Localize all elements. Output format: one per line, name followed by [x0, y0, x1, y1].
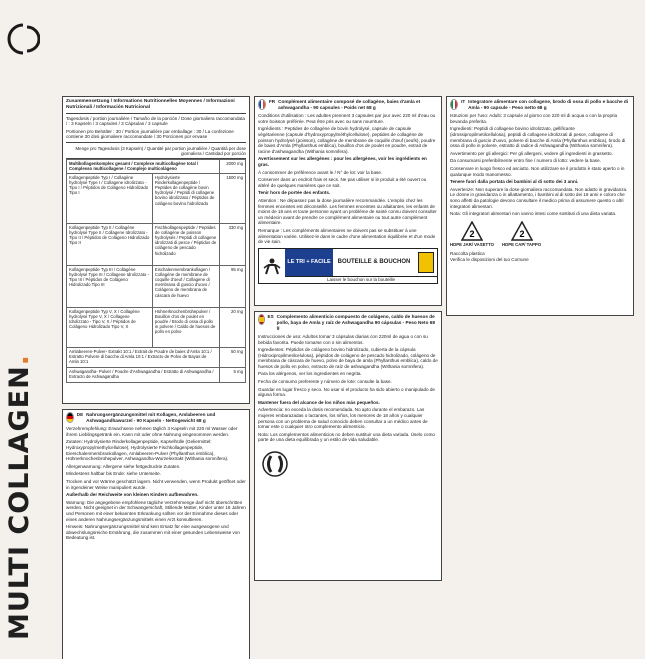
de-p6: Außerhalb der Reichweite von kleinen Kindern aufbewahren.: [66, 492, 199, 498]
de-code: DE: [76, 412, 84, 417]
es-title: Complemento alimenticio compuesto de colágeno, caldo de huesos de pollo, baya de Amla y raíz de Ashwagandha 90 cápsulas - Peso Neto 68 g: [276, 314, 435, 331]
nutrition-label: Amlabeeren-Pulver- Extrakt 10:1 / Extrait de Poudre de baies d'Amla 10:1 / Estratto Polvere di bacche di Amla 10:1 / Extracto de Polvo de Bayas de Amla 10:1: [67, 347, 220, 367]
es-p8: Nota: Los complementos alimenticios no deben sustituir una dieta variada. Úselo como parte de una dieta equilibrada y un estilo de vida saludable.: [258, 431, 435, 443]
svg-text:2: 2: [519, 228, 525, 239]
fr-p4: À consommer de préférence avant le / N° de lot: voir la base.: [258, 169, 383, 175]
nutrition-row: [67, 173, 246, 223]
nutrition-value: 330 mg: [220, 223, 246, 265]
daily-portion: Tagesdosis / portion journalière / Tamaño de la porción / Dose giornaliera raccomandata / : 3 Kapseln / 3 capsules / 3 Cápsulas / 3 capsule: [66, 115, 245, 127]
it-collect-1: Raccolta plastica: [450, 251, 485, 257]
fr-p7: Attention : Ne dépassez pas la dose journalière recommandée. L'emploi chez les femmes enceintes est déconseillé. Les femmes enceintes ou allaitantes, les enfants de moins de 18 ans et toute personne ayant un problème de santé connu doivent consulter un médecin avant de prendre ce complément alimentaire ou tout autre complément alimentaire.: [258, 198, 437, 226]
triman-item: BOUTEILLE & BOUCHON: [337, 258, 411, 265]
de-section: [62, 409, 250, 659]
it-header: [450, 99, 630, 110]
es-p2: Ingredientes: Péptidos de colágeno bovino hidrolizado, cubierta de la cápsula (Hidroxipropilmetilcelulosa), péptidos de colágeno de pescado hidrolizado, colágeno de membrana de cáscara de huevo, polvo de baya de amla (Phyllanthus emblica), caldo de huesos de pollo en polvo, extracto de raíz de ashwagandha (Withania somnifera).: [258, 347, 438, 369]
de-p5: Trocken und vor Wärme geschützt lagern. Nicht verwenden, wenn Produkt geöffnet oder in irgendeiner Weise manipuliert wurde.: [66, 479, 246, 490]
nutrition-rows: [66, 159, 246, 383]
svg-text:2: 2: [469, 228, 475, 239]
it-p8: Nota: Gli integratori alimentari non vanno intesi come sostituti di una dieta variata.: [450, 211, 617, 217]
fr-header: [258, 99, 438, 110]
germany-flag-icon: [66, 412, 74, 423]
portions-per-pack: Portionen pro Behälter : 30 / Portion journalière par emballage : 30 / La confezione contiene 30 dosi giornaliere raccomandate / 30 Porciones por envase: [66, 129, 246, 143]
fr-p1: Conditions d'utilisation : Les adultes prennent 3 capsules par jour avec 220 ml d'eau ou votre boisson préférée. Peut être pris avec ou sans nourriture.: [258, 113, 436, 124]
fr-p5: Conserver dans un endroit frais et secs. Ne pas utiliser si le produit a été ouvert ou altéré de quelques manières que ce soit.: [258, 177, 427, 188]
fr-title: Complément alimentaire composé de collagène, baies d'amla et ashwagandha - 90 capsules - Poids net 68 g: [278, 99, 421, 110]
de-p1: Verzehrempfehlung: Erwachsene nehmen täglich 3 Kapseln mit 220 ml Wasser oder ihrem Lieblingsgetränk ein. Kann mit oder ohne Nahrung eingenommen werden.: [66, 426, 238, 437]
de-header: [66, 412, 246, 423]
es-p6: Mantener fuera del alcance de los niños más pequeños.: [258, 399, 380, 405]
it-p2: Ingredienti: Peptidi di collagene bovino idrolizzato, gellificante (idrossipropilmetilcellulosa), peptidi di collagene idrolizzati di pesce, collagene di membrana di guscio d'uovo, polvere di bacche di Amla (Phyllanthus emblica), brodo di ossa di pollo in polvere, estratto di radice di Ashwagandha (Withania somnifera).: [450, 126, 626, 149]
hdpe-jar-recycle: 2 HDPE JAR/ VASETTO: [450, 221, 494, 247]
de-p7: Warnung: Die angegebene empfohlene tägliche Verzehrmenge darf nicht überschritten werden. Nicht geeignet in der Schwangerschaft, Stillende Mütter, Kinder unter 18 Jahren und Personen mit einer bekannten Erkrankung sollten vor der Einnahme dieses oder eines anderen Nahrungsergänzungsmittels einen Arzt konsultieren.: [66, 499, 246, 522]
nutrition-row: [67, 307, 246, 347]
hdpe-cap-recycle: 2 HDPE CAP/ TAPPO: [502, 221, 541, 247]
it-p5: Conservare in luogo fresco ed asciutto. Non utilizzare se il prodotto è stato aperto o in qualunque modo manomesso.: [450, 166, 625, 177]
nutrition-source: Hühnerknochenbrühepulver / Bouillon d'os de poulet en poudre / Brodo di ossa di pollo in polvere / Caldo de huesos de pollo en polvo: [152, 307, 219, 347]
nutrition-source: Hydrolysierte Rinderkollagenpeptide / Peptides de collagène bovin hydrolysé / Peptidi di collagene bovino idrolizzato / Péptidos de colágeno bovino hidrolizado: [152, 173, 219, 223]
triman-caption: Laisser le bouchon sur la bouteille: [285, 276, 437, 282]
it-collect-2: Verifica le disposizioni del tuo Comune: [450, 256, 529, 262]
es-p5: Guardar en lugar fresco y seco. No usar si el producto ha sido abierto o manipulado de alguna forma.: [258, 386, 435, 398]
fr-code: FR: [268, 99, 276, 104]
nutrition-value: 95 mg: [220, 265, 246, 307]
nutrition-value: 50 mg: [220, 347, 246, 367]
nutrition-row: [67, 367, 246, 382]
nutrition-source: Eischalenmembrankollagen / Collagène de membrane de coquille d'oeuf / Collagene di membrana di guscio d'uovo / Colágeno de membrana de cáscara de huevo: [152, 265, 219, 307]
nutrition-row: [67, 223, 246, 265]
it-code: IT: [461, 99, 466, 104]
es-p7: Advertencia: no exceda la dosis recomendada. No apto durante el embarazo. Las mujeres embarazadas o lactantes, los niños, los menores de 18 años y cualquier persona con un problema de salud conocido deben consultar a un médico antes de tomar este o cualquier otro complemento alimenticio.: [258, 407, 428, 430]
fr-p8: Remarque : Les compléments alimentaires ne doivent pas se substituer à une alimentation variée. Utilisez-le dans le cadre d'une alimentation équilibrée et d'un mode de vie sain.: [258, 227, 436, 245]
triman-recycle-label: [258, 248, 438, 284]
green-dot-icon: [262, 451, 288, 477]
triman-icon: [259, 249, 285, 283]
column-nutrition: [62, 96, 250, 659]
it-p6: Tenere fuori dalla portata dei bambini al di sotto dei 3 anni.: [450, 179, 579, 185]
fr-p3: Avertissement sur les allergènes : pour les allergènes, voir les ingrédients en gras.: [258, 156, 427, 168]
yellow-bin-icon: [418, 252, 434, 274]
it-p7: Avvertenze: Non superare la dose giornaliera raccomandata. Non adatto in gravidanza. Le donne in gravidanza o in allattamento, i bambini al di sotto dei 18 anni e coloro che sono affetti da patologie devono consultare il medico prima di assumere questo o altri integratori alimentari.: [450, 186, 628, 209]
nutrition-row: [67, 265, 246, 307]
column-it: [446, 96, 634, 316]
triman-badge: LE TRI + FACILE: [285, 249, 333, 277]
nutrition-heading: Zusammensetzung / Informations Nutritionnelles Moyennes / Informazioni Nutrizionali / Información Nutricional: [66, 99, 246, 114]
nutrition-label: Kollagenpeptide Typ III / Collagène hydrolysé Type III / Collagene Idrolizzato - Tipo III / Péptidos de Colágeno Hidrolizado Tipo III: [67, 265, 153, 307]
it-section: [446, 96, 634, 316]
es-p4: Fecha de consumo preferente y número de lote: consulte la base.: [258, 379, 392, 385]
de-p3: Allergenwarnung: Allergene siehe fettgedruckte Zutaten.: [66, 463, 181, 469]
de-p8: Hinweis: Nahrungsergänzungsmittel sind kein Ersatz für eine ausgewogene und abwechslungsreiche Ernährung, die zusammen mit einer gesunden Lebensweise von Bedeutung ist.: [66, 524, 240, 541]
it-p1: Istruzioni per l'uso: Adulti: 3 capsule al giorno con 220 ml di acqua o con la propria bevanda preferita.: [450, 113, 618, 124]
nutrition-label: Kollagenpeptide Typ II / Collagène hydrolysé Type II / Collagene Idrolizzato - Tipo II / Péptidos de Colágeno Hidrolizado Tipo II: [67, 223, 153, 265]
it-title: Integratore alimentare con collagene, brodo di ossa di pollo e bacche di Amla - 90 capsule - Peso netto 68 g: [468, 99, 629, 110]
it-recycle-codes: [450, 221, 630, 247]
nutrition-row: [67, 159, 246, 173]
portion-column-header: Menge pro Tagesdosis (3 Kapseln) / Quantité par portion journalière / Quantità per dose giornaliera / Cantidad por porción: [66, 145, 246, 159]
nutrition-label: Ashwagandha- Pulver / Poudre d'Ashwagandha / Estratto di Ashwagandha / Extracto de Ashwagandha: [67, 367, 220, 382]
es-p1: Instrucciones de uso: Adultos tomar 3 cápsulas diarias con 220ml de agua o con su bebida favorita. Puede tomarse con o sin alimentos.: [258, 333, 428, 345]
recycle-triangle-icon: [511, 221, 533, 241]
es-code: ES: [267, 314, 274, 319]
it-p3: Avvertimento per gli allergici: Per gli allergeni, vedere gli ingredienti in grassetto.: [450, 150, 613, 156]
nutrition-value: 5 mg: [220, 367, 246, 382]
nutrition-value: 1500 mg: [220, 173, 246, 223]
es-p3: Para los alérgenos, ver los ingredientes en negrita.: [258, 371, 362, 377]
fr-section: [254, 96, 442, 306]
france-flag-icon: [258, 99, 266, 110]
fr-p2: Ingrédients : Peptides de collagène de bovin hydrolysé, capsule de capsule végétarienne (capsule d'hydroxypropylméthylcellulose), peptides de collagène de poisson hydrolysé (poisson), collagène de membrane de coquille d'œuf (oeufs), poudre de baies d'Amla (Phyllanthus emblica), bouillon d'os de poulet en poudre, extrait de racine d'ashwagandha (Withania somnifera).: [258, 126, 436, 154]
nutrition-source: Fischkollagenpeptide / Peptides de collagène de poisson hydrolysés / Peptidi di collagene idrolizzati di pesce / Péptidos de colágeno de pescado hidrolizado: [152, 223, 219, 265]
es-section: [254, 311, 442, 581]
it-p4: Da consumarsi preferibilmente entro fine / numero di lotto: vedere la base.: [450, 158, 601, 164]
recycle-triangle-icon: [461, 221, 483, 241]
es-header: [258, 314, 438, 331]
nutrition-label: Kollagenpeptide Typ V, X / Collagène hydrolysé Type V, X / Collagene Idrolizzato - Tipo V, X / Péptidos de Colágeno Hidrolizado Tipo V, X: [67, 307, 153, 347]
nutrition-value: 20 mg: [220, 307, 246, 347]
nutrition-row: [67, 347, 246, 367]
de-p4: Mindestens haltbar bis Ende: siehe Unterseite.: [66, 471, 161, 477]
nutrition-value: 2000 mg: [220, 159, 246, 173]
de-p2: Zutaten: Hydrolysierte Rinderkollagenpeptide, Kapselhülle (Geliermittel: Hydroxypropylmethylcellulose), Hydrolysierte Fischkollagenpeptide, Eierschalenmembrankollagen, Amlabeeren-Pulver (Phyllanthus emblica), Hühnerknochenbrühepulver, Ashwagandha-Wurzelextrakt (Withania somnifera).: [66, 439, 229, 462]
de-title: Nahrungsergänzungsmittel mit Kollagen, Amlabeeren und Ashwagandhawurzel - 90 Kapseln - Nettogewicht 68 g: [86, 412, 216, 423]
italy-flag-icon: [450, 99, 458, 110]
nutrition-label: Multikollagenkomplex gesamt / Complexe multicollagène total / Complesso multicollagene / Complejo multicolágeno: [67, 159, 220, 173]
column-fr-es: [254, 96, 442, 581]
fr-p6: Tenir hors de portée des enfants.: [258, 190, 331, 196]
brand-logo-icon: [6, 22, 40, 56]
nutrition-label: Kollagenpeptide Typ I / Collagène hydrolysé Type I / Collagene Idrolizzato - Tipo I / Péptidos de Colágeno Hidrolizado Tipo I: [67, 173, 153, 223]
spain-flag-icon: [258, 314, 265, 325]
nutrition-table: [62, 96, 250, 404]
side-title: MULTI COLLAGEN.: [4, 354, 35, 640]
